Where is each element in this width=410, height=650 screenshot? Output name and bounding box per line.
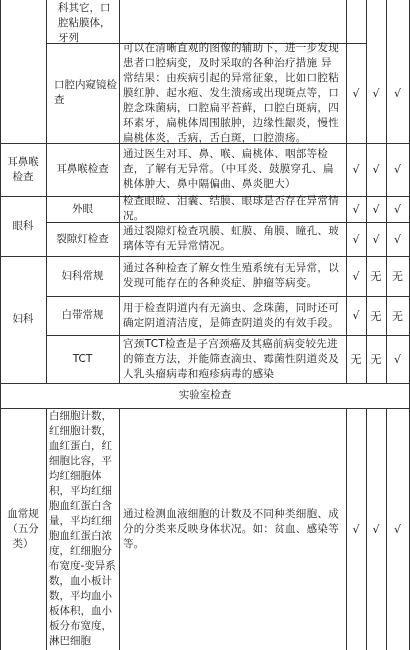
- mark-col2: √: [372, 232, 380, 246]
- desc-gyn-routine: 通过各种检查了解女性生殖系统有无异常，以发现可能存在的各种炎症、肿瘤等病变。: [123, 262, 339, 289]
- item-ent: 耳鼻喉检查: [56, 163, 109, 175]
- item-oral-exam-tail: 科其它，口腔粘膜体，牙列: [58, 2, 111, 44]
- mark-col2: √: [372, 522, 380, 536]
- mark-col2: √: [372, 86, 380, 100]
- mark-col1: √: [352, 309, 360, 322]
- item-leucorrhea: 白带常规: [61, 309, 104, 321]
- desc-oral-endoscope: 可以在清晰直观的图像的辅助下，进一步发现患者口腔病变，及时采取的各种治疗措施 异常结果：由疾病引起的异常征象，比如口腔粘膜红肿、起水疱、发生溃疡或出现斑点等，口腔念珠菌病，口腔扁平苔藓，口腔白斑病，四环素牙，扁桃体周围脓肿，边缘性龈炎，慢性扁桃体炎，舌病，舌白斑，口腔溃疡。: [123, 41, 339, 144]
- mark-col3: √: [393, 232, 401, 246]
- desc-outer-eye: 检查眼睑、泪囊、结膜、眼球是否存在异常情况。: [123, 195, 339, 222]
- mark-col1: √: [352, 163, 360, 176]
- mark-col2: √: [372, 163, 380, 176]
- item-gyn-routine: 妇科常规: [61, 269, 104, 282]
- item-outer-eye: 外眼: [72, 202, 93, 215]
- desc-blood-routine: 通过检测血液细胞的计数及不同种类细胞、成分的分类来反映身体状况。如：贫血、感染等等。: [123, 507, 339, 550]
- mark-col2: 无: [370, 309, 382, 323]
- section-lab-tests: 实验室检查: [178, 389, 232, 401]
- dept-ent: 耳鼻喉检查: [7, 155, 39, 183]
- mark-col3: 无: [392, 270, 403, 283]
- mark-col3: √: [393, 352, 401, 366]
- mark-col1: √: [352, 232, 360, 246]
- mark-col1: √: [352, 202, 360, 216]
- desc-leucorrhea: 用于检查阴道内有无滴虫、念珠菌，同时还可确定阴道清洁度，是筛查阴道炎的有效手段。: [123, 301, 339, 329]
- mark-col2: 无: [370, 270, 382, 283]
- desc-ent: 通过医生对耳、鼻、喉、扁桃体、咽部等检查，了解有无异常。（中耳炎、鼓膜穿孔、扁桃体肿大、鼻中隔偏曲、鼻炎肥大）: [123, 148, 334, 190]
- item-slit-lamp: 裂隙灯检查: [56, 232, 109, 245]
- item-tct: TCT: [72, 352, 93, 365]
- col-divider: [46, 408, 47, 650]
- dept-eye: 眼科: [12, 219, 34, 232]
- mark-col3: √: [393, 202, 401, 216]
- mark-col3: √: [393, 163, 401, 176]
- mark-col3: 无: [392, 309, 403, 323]
- dept-gyn: 妇科: [12, 313, 34, 325]
- mark-col2: 无: [370, 353, 382, 366]
- mark-col3: √: [393, 86, 401, 100]
- item-blood-routine: 白细胞计数，红细胞计数，血红蛋白，红细胞比容，平均红细胞体积，平均红细胞血红蛋白含量，平均红细胞血红蛋白浓度，红细胞分布宽度-变异系数，血小板计数，平均血小板体积，血小板分布宽度，淋巴细胞: [49, 410, 116, 647]
- mark-col3: √: [393, 522, 401, 536]
- mark-col1: 无: [350, 353, 362, 366]
- mark-col1: √: [352, 269, 360, 283]
- mark-col1: √: [352, 522, 360, 536]
- dept-blood-routine: 血常规（五分类）: [7, 507, 39, 550]
- desc-slit-lamp: 通过裂隙灯检查巩膜、虹膜、角膜、瞳孔、玻璃体等有无异常情况。: [123, 225, 339, 252]
- mark-col1: √: [352, 86, 360, 100]
- desc-tct: 宫颈TCT检查是子宫颈癌及其癌前病变较先进的筛查方法，并能筛查滴虫、霉菌性阴道炎及人乳头瘤病毒和疱疹病毒的感染: [123, 337, 339, 380]
- item-oral-endoscope: 口腔内窥镜检查: [54, 79, 117, 106]
- mark-col2: √: [372, 202, 380, 216]
